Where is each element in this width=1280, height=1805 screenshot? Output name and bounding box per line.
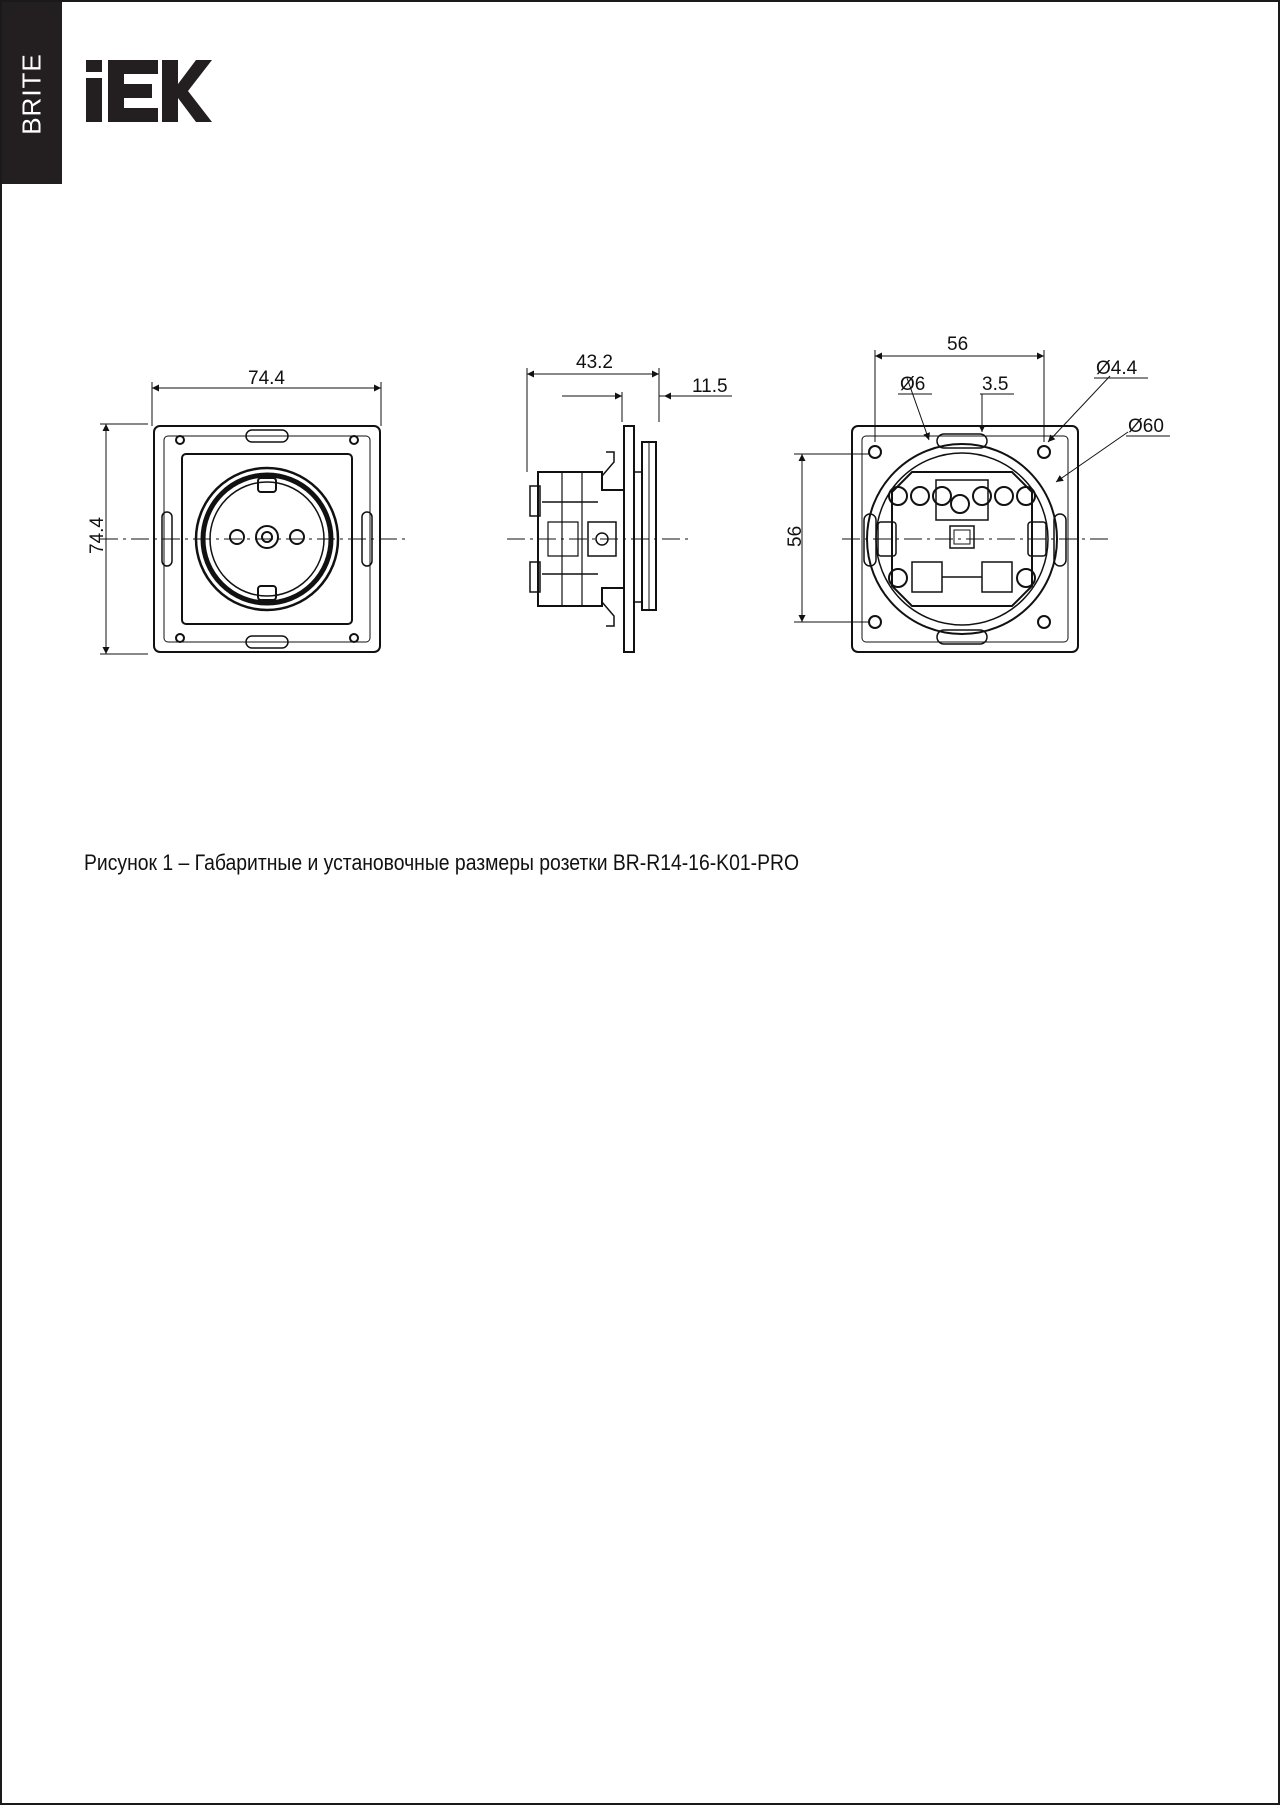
dimension-3-5: 3.5 <box>982 374 1009 395</box>
technical-drawing <box>2 2 1278 702</box>
back-view <box>794 350 1128 652</box>
front-view <box>100 382 406 654</box>
back-hole-spacing-v: 56 <box>785 525 806 547</box>
hole-diameter-6: Ø6 <box>900 374 926 395</box>
side-plate-dim: 11.5 <box>692 376 728 397</box>
back-hole-spacing-h: 56 <box>947 334 969 355</box>
hole-diameter-4-4: Ø4.4 <box>1096 358 1138 379</box>
side-depth-dim: 43.2 <box>576 352 613 373</box>
series-label: BRITE <box>16 53 47 135</box>
front-width-dim: 74.4 <box>248 368 285 389</box>
side-view <box>507 368 732 652</box>
mount-diameter-60: Ø60 <box>1128 416 1164 437</box>
figure-caption: Рисунок 1 – Габаритные и установочные размеры розетки BR-R14-16-K01-PRO <box>84 850 800 875</box>
front-height-dim: 74.4 <box>87 517 108 554</box>
